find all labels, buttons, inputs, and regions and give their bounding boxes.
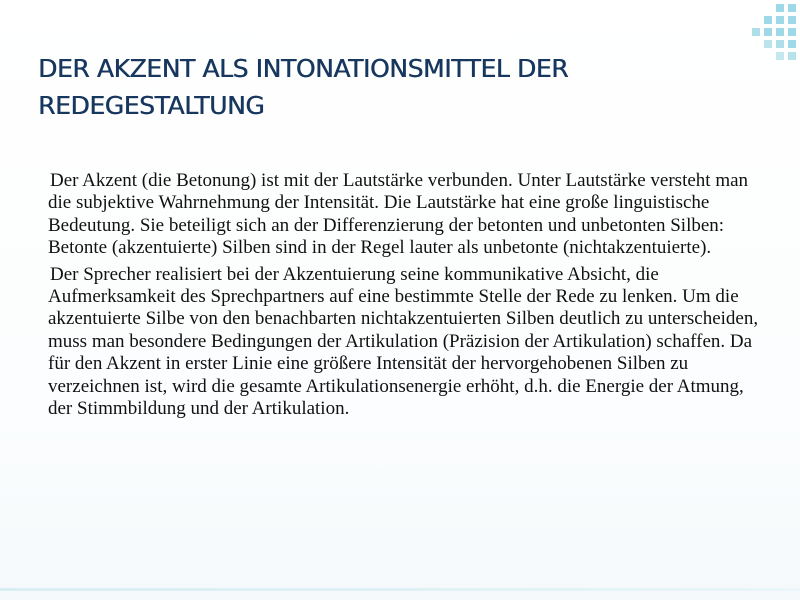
deco-dot [776,4,784,12]
deco-dot [788,28,796,36]
paragraph-text: Der Sprecher realisiert bei der Akzentuierung seine kommunikative Absicht, die Aufmerksamkeit des Sprechpartners auf eine bestimmte Stelle der Rede zu lenken. Um die akzentuierte Silbe von den benachbarten nichtakzentuierten Silben deutlich zu unterscheiden, muss man besondere Bedingungen der Artikulation (Präzision der Artikulation) schaffen. Da für den Akzent in erster Linie eine größere Intensität der hervorgehobenen Silben zu verzeichnen ist, wird die gesamte Artikulationsenergie erhöht, d.h. die Energie der Atmung, der Stimmbildung und der Artikulation. [48,263,759,420]
deco-dot [764,16,772,24]
paragraph-text: Der Akzent (die Betonung) ist mit der Lautstärke verbunden. Unter Lautstärke versteht man die subjektive Wahrnehmung der Intensität. Die Lautstärke hat eine große linguistische Bedeutung. Sie beteiligt sich an der Differenzierung der betonten und unbetonten Silben: Betonte (akzentuierte) Silben sind in der Regel lauter als unbetonte (nichtakzentuierte). [48,170,749,259]
deco-dot [752,28,760,36]
deco-dot [776,40,784,48]
body-paragraph [48,170,760,260]
deco-dot [788,16,796,24]
deco-dot [776,28,784,36]
deco-dot [788,4,796,12]
slide-title: DER AKZENT ALS INTONATIONSMITTEL DER REDEGESTALTUNG [38,54,569,120]
bottom-accent-line [0,588,800,591]
deco-dot [764,40,772,48]
deco-dot [776,52,784,60]
slide-body [48,170,760,424]
body-paragraph [48,264,760,421]
deco-dot [776,16,784,24]
deco-dot [788,52,796,60]
deco-dot [788,40,796,48]
deco-dot [764,28,772,36]
